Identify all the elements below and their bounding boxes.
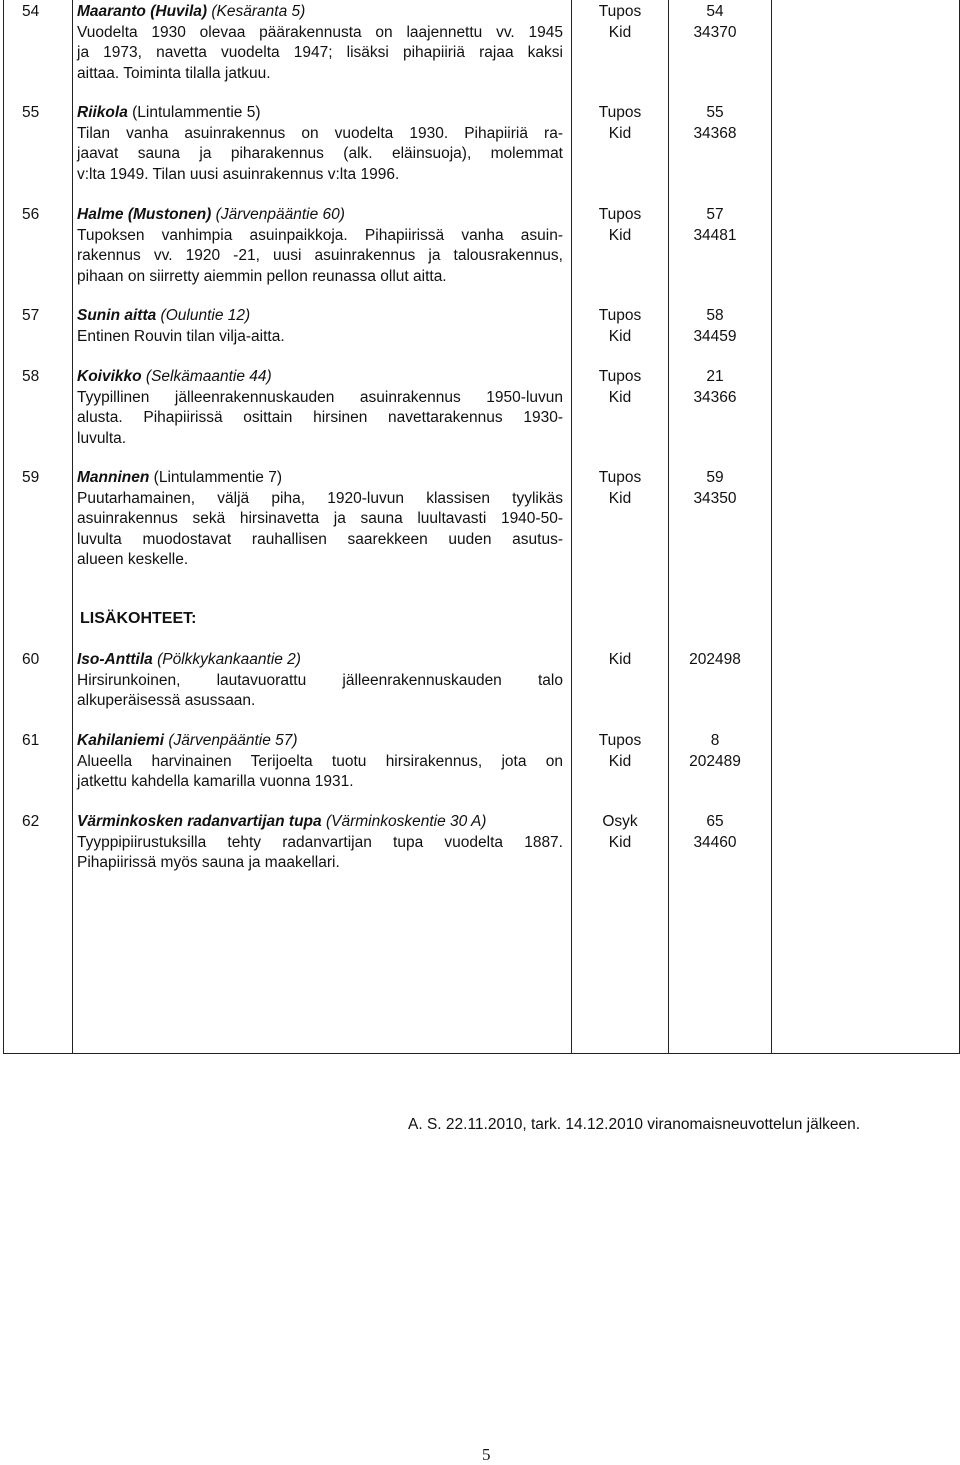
item-text-line: luvulta. [77, 429, 127, 447]
item-title-line [77, 367, 563, 388]
item-description [77, 306, 563, 347]
item-ids [665, 812, 765, 853]
item-description [77, 2, 563, 84]
item-codes [570, 205, 670, 246]
item-title: Koivikko [77, 368, 142, 385]
item-id: 34459 [693, 327, 737, 345]
item-title: Maaranto (Huvila) [77, 3, 208, 20]
item-description [77, 205, 563, 287]
item-text-line: alkuperäisessä asussaan. [77, 692, 256, 709]
item-id: 8 [710, 732, 720, 749]
item-codes [570, 468, 670, 509]
item-code: Kid [608, 833, 632, 851]
item-text-line: Entinen Rouvin tilan vilja-aitta. [77, 327, 285, 345]
item-text-line: Pihapiirissä myös sauna ja maakellari. [77, 854, 340, 871]
item-text-line: Tupoksen vanhimpia asuinpaikkoja. Pihapiirissä vanha asuin- [77, 226, 563, 244]
extra-items-heading: LISÄKOHTEET: [80, 610, 197, 627]
item-title-line [77, 812, 563, 833]
item-code: Tupos [598, 206, 642, 223]
item-id: 202498 [689, 651, 741, 668]
item-text-line: asuinrakennus sekä hirsinavetta ja sauna luultavasti 1940-50- [77, 510, 563, 527]
item-code: Kid [608, 226, 632, 244]
item-title: Riikola [77, 104, 128, 121]
item-address: (Oulunti​e 12) [160, 307, 251, 324]
item-codes [570, 306, 670, 347]
item-id: 55 [706, 104, 724, 121]
item-id: 57 [706, 206, 724, 223]
item-title-line [77, 650, 563, 671]
item-id: 54 [706, 3, 724, 20]
item-number: 57 [22, 307, 40, 324]
item-title: Sunin aitta [77, 307, 157, 324]
item-id: 65 [706, 813, 724, 830]
item-codes [570, 367, 670, 408]
item-code: Tupos [598, 469, 642, 486]
item-text-line: Alueella harvinainen Terijoelta tuotu hirsirakennus, jota on [77, 752, 563, 770]
item-text-line: pihaan on siirretty aiemmin pellon reunassa ollut aitta. [77, 267, 447, 285]
item-code: Kid [608, 388, 632, 406]
item-text-line: Puutarhamainen, väljä piha, 1920-luvun klassisen tyylikäs [77, 489, 563, 507]
footer-note: A. S. 22.11.2010, tark. 14.12.2010 viranomaisneuvottelun jälkeen. [408, 1116, 861, 1133]
item-title: Kahilaniemi [77, 732, 164, 749]
item-text-line: aittaa. Toiminta tilalla jatkuu. [77, 64, 271, 82]
item-title: Halme (Mustonen) [77, 206, 212, 223]
item-address: (Lintulammentie 7) [153, 469, 283, 486]
item-number: 59 [22, 469, 40, 486]
item-title: Iso-Anttila [77, 651, 153, 668]
item-code: Tupos [598, 732, 642, 749]
item-address: (Selkämaantie 44) [145, 368, 272, 385]
item-id: 34366 [693, 388, 737, 406]
item-id: 59 [706, 469, 724, 486]
item-id: 202489 [689, 752, 741, 770]
item-title-line [77, 2, 563, 23]
item-text-line: Tilan vanha asuinrakennus on vuodelta 1930. Pihapiiriä ra- [77, 124, 563, 142]
item-ids [665, 306, 765, 347]
item-code: Osyk [602, 813, 638, 830]
item-number: 58 [22, 368, 40, 385]
item-text-line: luvulta muodostavat rauhallisen saarekkeen uuden asutus- [77, 530, 563, 548]
item-description [77, 103, 563, 185]
item-id: 34460 [693, 833, 737, 851]
item-id: 34350 [693, 489, 737, 507]
item-code: Kid [608, 327, 632, 345]
item-address: (Lintulammentie 5) [132, 104, 261, 121]
item-number: 55 [22, 104, 40, 121]
item-ids [665, 468, 765, 509]
item-text-line: rakennus vv. 1920 -21, uusi asuinrakennus ja talousrakennus, [77, 247, 563, 264]
item-title-line [77, 103, 563, 124]
item-description [77, 731, 563, 793]
item-codes [570, 2, 670, 43]
item-text-line: jaavat sauna ja piharakennus (alk. eläinsuoja), molemmat [77, 145, 563, 162]
item-ids [665, 205, 765, 246]
item-address: (Kesäranta 5) [211, 3, 306, 20]
item-ids [665, 650, 765, 671]
column-divider [571, 0, 572, 1053]
column-divider [72, 0, 73, 1053]
item-text-line: Vuodelta 1930 olevaa päärakennusta on laajennettu vv. 1945 [77, 23, 563, 41]
item-text-line: Tyypillinen jälleenrakennuskauden asuinrakennus 1950-luvun [77, 388, 563, 406]
item-text-line: Hirsirunkoinen, lautavuorattu jälleenrakennuskauden talo [77, 671, 563, 689]
item-description [77, 367, 563, 449]
item-text-line: alueen keskelle. [77, 551, 189, 568]
item-id: 58 [706, 307, 724, 324]
item-id: 34481 [693, 226, 737, 244]
item-title-line [77, 468, 563, 489]
item-id: 21 [706, 368, 724, 385]
column-divider [668, 0, 669, 1053]
item-codes [570, 103, 670, 144]
item-title: Värminkosken radanvartijan tupa [77, 813, 322, 830]
page-number: 5 [482, 1445, 491, 1464]
item-ids [665, 367, 765, 408]
item-text-line: alusta. Pihapiirissä osittain hirsinen navettarakennus 1930- [77, 409, 563, 426]
item-number: 61 [22, 732, 40, 749]
item-code: Kid [608, 651, 632, 668]
item-code: Kid [608, 124, 632, 142]
item-codes [570, 731, 670, 772]
item-title-line [77, 306, 563, 327]
item-address: (Värminkoskentie 30 A) [325, 813, 487, 830]
item-ids [665, 731, 765, 772]
item-description [77, 468, 563, 571]
item-number: 60 [22, 651, 40, 668]
item-address: (Järvenpääntie 57) [168, 732, 298, 749]
item-title: Manninen [77, 469, 150, 486]
item-code: Tupos [598, 307, 642, 324]
item-text-line: jatkettu kahdella kamarilla vuonna 1931. [77, 773, 354, 790]
item-code: Kid [608, 23, 632, 41]
item-text-line: v:lta 1949. Tilan uusi asuinrakennus v:lta 1996. [77, 165, 400, 183]
column-divider [771, 0, 772, 1053]
item-id: 34368 [693, 124, 737, 142]
item-ids [665, 103, 765, 144]
item-ids [665, 2, 765, 43]
item-number: 62 [22, 813, 40, 830]
item-description [77, 812, 563, 874]
item-description [77, 650, 563, 712]
item-title-line [77, 205, 563, 226]
item-text-line: ja 1973, navetta vuodelta 1947; lisäksi pihapiiriä rajaa kaksi [77, 44, 563, 61]
item-address: (Pölkkykankaantie 2) [157, 651, 301, 668]
item-address: (Järvenpääntie 60) [215, 206, 345, 223]
item-id: 34370 [693, 23, 737, 41]
item-code: Tupos [598, 104, 642, 121]
item-code: Tupos [598, 368, 642, 385]
item-code: Kid [608, 489, 632, 507]
item-code: Tupos [598, 3, 642, 20]
item-code: Kid [608, 752, 632, 770]
item-number: 54 [22, 3, 40, 20]
item-number: 56 [22, 206, 40, 223]
item-codes [570, 812, 670, 853]
item-title-line [77, 731, 563, 752]
item-codes [570, 650, 670, 671]
item-text-line: Tyyppipiirustuksilla tehty radanvartijan tupa vuodelta 1887. [77, 833, 563, 851]
